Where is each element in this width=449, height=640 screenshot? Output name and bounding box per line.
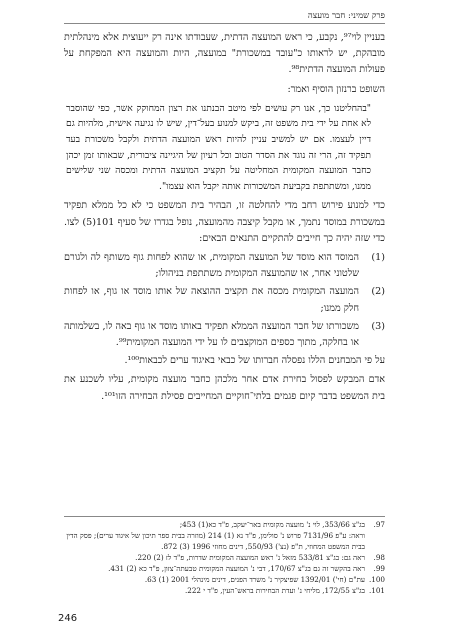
condition-text: משכורתו של חבר המועצה הממלא תפקיד באותו מוסד או גוף באה לו, בשלמותה או בחלקה, מתוך כספים המוקצבים לו על ידי המועצה המקומית⁹⁹. [64, 320, 359, 348]
footnote-text: עת"ם (חי') 1392/01 שפיצקיר נ' משרד הפנים, דינים מינהלי 2001 (1) 63. [144, 575, 365, 584]
footnote [64, 585, 385, 596]
footnote [64, 519, 385, 530]
footnote-number: 99. [373, 564, 385, 573]
running-title: פרק שמיני: חבר מועצה [307, 11, 385, 21]
condition-number: (3) [371, 320, 385, 332]
footnote-text: ראה גם: בג"צ 533/81 מזאל נ' ראש המועצה המקומית שדרות, פ"ד לז (2) 220. [135, 553, 365, 562]
footnotes [64, 516, 385, 596]
condition-item [64, 319, 385, 351]
paragraph-berenson-intro: השופט ברנזון הוסיף ואמר: [287, 83, 385, 95]
condition-number: (1) [371, 251, 385, 263]
footnote-number [365, 530, 385, 552]
footnote-text: בג"צ 172/55, מליחי נ' ועדת הבחירות בראש־העין, פ"ד י 222. [184, 586, 365, 595]
footnote-text: וראה: ע"פ 7131/96 פרוש נ' סולימן, פ"ד נא (1) 214 (מוזרה בבית ספר תיכון של איגוד ערים); פסק הדין בבית המשפט המחוזי, ת"פ (נצ') 550/93, דינים מחוזי 1996 (3) 872. [66, 531, 365, 551]
condition-item [64, 250, 385, 282]
footnote-number: 97. [373, 520, 385, 529]
page-number: 246 [58, 613, 78, 624]
condition-number: (2) [371, 286, 385, 298]
condition-text: המוסד הוא מוסד של המועצה המקומית, או שהוא לפחות גוף משותף לה ולגורם שלטוני אחר, או שהמועצה המקומית משתתפת בניהולו; [64, 251, 359, 280]
block-quote: "בהחליטנו כך, אנו רק עושים לפי מיטב הבנתנו את רצון המחוקק אשר, כפי שהוסבר לא אחת על ידי בית משפט זה, ביקש למנוע בעל־דין, שיש לו נגיעה אישית, מלהיות גם דיין לעצמו. אם יש למשיב עניין להיות ראש המועצה הדתית ולקבל משכורת בעד תפקיד זה, הרי זה נוגד את הסדר הטוב וכל רעיון של היגיינה ציבורית, שבאותו זמן יכהן כחבר המועצה המקומית המחליטה על תקציב המועצה הדתית ומכסה שני שלישים ממנו, ומשתתפת בקביעת המשכורות אותה יקבל הוא עצמו". [66, 102, 371, 192]
footnote [64, 530, 385, 552]
footnote-number: 101. [368, 586, 385, 595]
running-header [64, 10, 385, 24]
main-text [64, 30, 385, 408]
paragraph-firefighter: על פי המבחנים הללו נפסלה חברותו של כבאי באיגוד ערים לכבאות¹⁰⁰. [124, 355, 385, 367]
footnote [64, 574, 385, 585]
footnote-text: ראה בהקשר זה גם בג"צ 170/67, דבי נ' המועצה המקומית טבעתה־צזון, פ"ד כא (2) 431. [108, 564, 365, 573]
paragraph-conditions-intro: כדי למנוע פירוש רחב מדי להחלטה זו, הבהיר בית המשפט כי לא כל ממלא תפקיד במשכורת במוסד נתמך, או מקבל קיצבה מהמועצה, נופל בגדרו של סעיף 101(5) לצו. כדי שזה יהיה כך חייבים להתקיים התנאים הבאים: [64, 200, 385, 244]
footnote-text: בג"צ 353/66, לוי נ' מועצה מקומית באר־יעקב, פ"ד כא(1) 453; [179, 520, 365, 529]
paragraph-levi: בעניין לוי⁹⁷, נקבע, כי ראש המועצה הדתית, שעבודתו אינה רק ייעוצית אלא מינהלתית מובהקת, יש לראותו כ"עובד במשכורת" במועצה, היות והמועצה היא המפקחת על פעולות המועצה הדתית⁹⁸. [64, 32, 385, 76]
condition-text: המועצה המקומית מכסה את תקציב ההוצאה של אותו מוסד או גוף, או לפחות חלק ממנו; [64, 286, 359, 314]
footnote-number: 100. [368, 575, 385, 584]
condition-item [64, 284, 385, 316]
footnote [64, 563, 385, 574]
footnote-number: 98. [373, 553, 385, 562]
footnote [64, 552, 385, 563]
paragraph-disqualification: אדם המבקש לפסול בחירת אדם אחר מלכהן כחבר מועצה מקומית, עליו לשכנע את בית המשפט בדבר קיום פגמים בלתי־חוקיים המחייבים פסילת הבחירה הזו¹⁰¹. [64, 374, 385, 402]
